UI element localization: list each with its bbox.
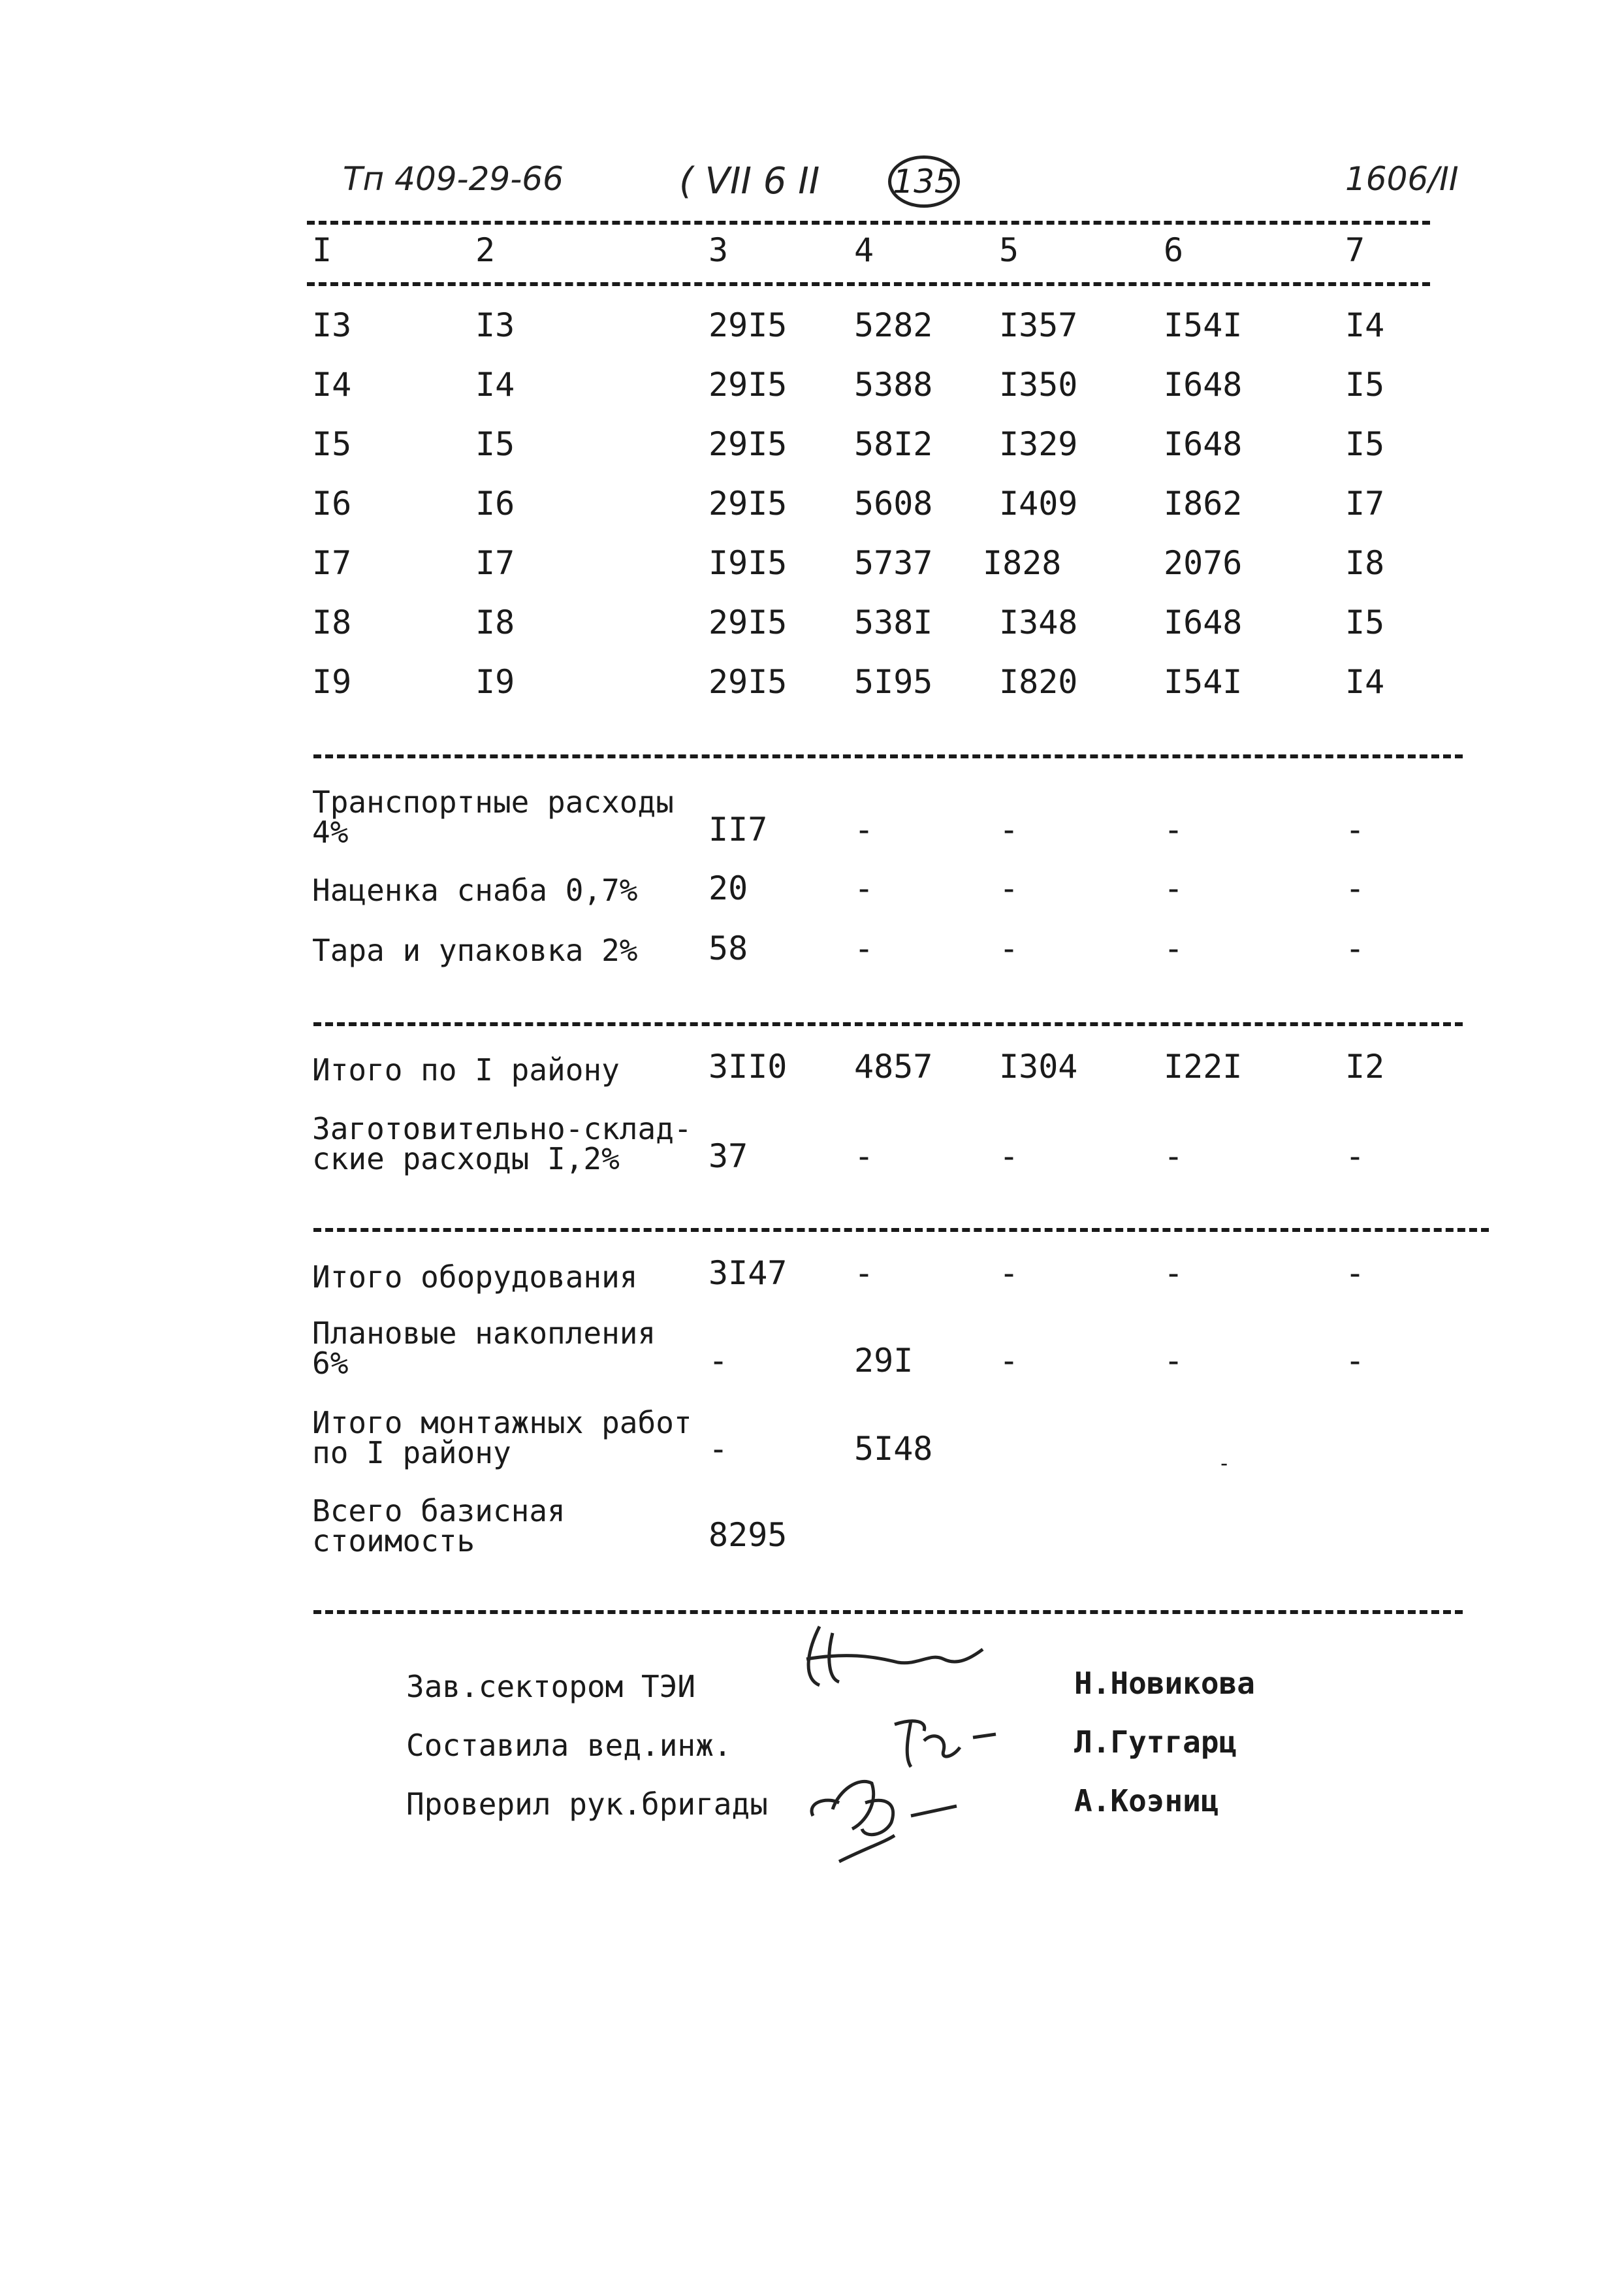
table-cell: I9 [312, 663, 352, 701]
summary-value: - [854, 869, 874, 907]
table-cell: I5 [1345, 425, 1385, 463]
summary-value: - [1345, 1254, 1365, 1292]
handwritten-signature [800, 1764, 970, 1868]
signature-name: А.Коэниц [1074, 1783, 1219, 1818]
table-cell: I7 [475, 544, 515, 582]
summary-value: - [1164, 811, 1184, 848]
summary-value: - [999, 1254, 1019, 1292]
table-cell: I9I5 [709, 544, 788, 582]
summary-value: - [999, 929, 1019, 967]
table-cell: 29I5 [709, 425, 788, 463]
summary-value: - [1345, 929, 1365, 967]
table-cell: I4 [312, 366, 352, 404]
column-header-4: 4 [854, 231, 874, 269]
table-cell: I820 [999, 663, 1078, 701]
summary-value: - [709, 1430, 729, 1468]
table-cell: I5 [312, 425, 352, 463]
table-cell: I7 [1345, 485, 1385, 523]
summary-value: 37 [709, 1137, 748, 1175]
summary-value: - [999, 1342, 1019, 1380]
summary-label: Всего базисная стоимость [312, 1493, 565, 1559]
table-cell: 29I5 [709, 663, 788, 701]
table-cell: I8 [1345, 544, 1385, 582]
table-cell: I350 [999, 366, 1078, 404]
signature-name: Л.Гутгарц [1074, 1724, 1237, 1760]
summary-value: - [1164, 869, 1184, 907]
table-cell: 5737 [854, 544, 933, 582]
signature-name: Н.Новикова [1074, 1666, 1255, 1701]
summary-value: 3I47 [709, 1254, 788, 1292]
summary-value: 5I48 [854, 1430, 933, 1468]
table-cell: 5608 [854, 485, 933, 523]
table-cell: I3 [312, 306, 352, 344]
column-header-3: 3 [709, 231, 729, 269]
signature-role: Составила вед.инж. [406, 1728, 732, 1763]
table-cell: I3 [475, 306, 515, 344]
summary-value: - [1345, 869, 1365, 907]
table-cell: 58I2 [854, 425, 933, 463]
summary-value: II7 [709, 811, 768, 848]
handwritten-signature [888, 1711, 1006, 1770]
summary-value: 20 [709, 869, 748, 907]
table-cell: I8 [475, 604, 515, 641]
table-cell: I648 [1164, 425, 1243, 463]
summary-value: I304 [999, 1048, 1078, 1086]
summary-value: - [1164, 1342, 1184, 1380]
table-cell: 29I5 [709, 604, 788, 641]
table-cell: I648 [1164, 604, 1243, 641]
doc-code: Тп 409-29-66 [343, 160, 564, 198]
separator-rows-end [313, 754, 1463, 758]
summary-value: - [854, 1137, 874, 1175]
column-header-1: I [312, 231, 332, 269]
separator-header [307, 282, 1430, 286]
summary-value: - [854, 811, 874, 848]
table-cell: 29I5 [709, 485, 788, 523]
table-cell: I4 [1345, 663, 1385, 701]
table-cell: I862 [1164, 485, 1243, 523]
page-number-stamp [888, 155, 960, 208]
summary-value: - [999, 811, 1019, 848]
summary-label: Итого по I району [312, 1052, 620, 1088]
summary-label: Итого монтажных работ по I району [312, 1405, 692, 1470]
table-cell: I357 [999, 306, 1078, 344]
table-cell: 5388 [854, 366, 933, 404]
table-cell: I5 [1345, 366, 1385, 404]
summary-value: - [1164, 1254, 1184, 1292]
summary-label: Тара и упаковка 2% [312, 933, 638, 968]
table-cell: I348 [999, 604, 1078, 641]
summary-value: - [1345, 1137, 1365, 1175]
signature-role: Зав.сектором ТЭИ [406, 1669, 696, 1704]
summary-value: I2 [1345, 1048, 1385, 1086]
table-cell: I8 [312, 604, 352, 641]
table-cell: I6 [312, 485, 352, 523]
summary-value: I22I [1164, 1048, 1243, 1086]
table-cell: I329 [999, 425, 1078, 463]
table-cell: 29I5 [709, 306, 788, 344]
table-cell: I5 [475, 425, 515, 463]
table-cell: I54I [1164, 663, 1243, 701]
summary-value: - [854, 929, 874, 967]
summary-value: - [999, 1137, 1019, 1175]
separator-summary-2 [313, 1228, 1489, 1232]
separator-summary-1 [313, 1022, 1463, 1026]
summary-label: Плановые накопления 6% [312, 1316, 656, 1381]
table-cell: I828 [983, 544, 1062, 582]
table-cell: I9 [475, 663, 515, 701]
table-cell: 2076 [1164, 544, 1243, 582]
section-number: ( VII 6 II [679, 160, 820, 202]
summary-label: Транспортные расходы 4% [312, 784, 674, 850]
table-cell: I54I [1164, 306, 1243, 344]
summary-label: Наценка снаба 0,7% [312, 873, 638, 908]
summary-value: 3II0 [709, 1048, 788, 1086]
summary-value: - [1164, 1137, 1184, 1175]
summary-value: - [1345, 1342, 1365, 1380]
summary-value: - [999, 869, 1019, 907]
summary-label: Итого оборудования [312, 1259, 638, 1295]
table-cell: 5I95 [854, 663, 933, 701]
summary-value: - [1345, 811, 1365, 848]
summary-value: - [1218, 1451, 1231, 1476]
page-number: 135 [893, 163, 955, 201]
table-cell: I6 [475, 485, 515, 523]
table-cell: 29I5 [709, 366, 788, 404]
table-cell: I409 [999, 485, 1078, 523]
summary-value: - [1164, 929, 1184, 967]
separator-top [307, 221, 1430, 225]
summary-value: 8295 [709, 1516, 788, 1554]
summary-label: Заготовительно-склад- ские расходы I,2% [312, 1111, 692, 1176]
column-header-2: 2 [475, 231, 496, 269]
table-cell: I648 [1164, 366, 1243, 404]
table-cell: I4 [1345, 306, 1385, 344]
summary-value: - [709, 1342, 729, 1380]
table-cell: 5282 [854, 306, 933, 344]
document-number: 1606/II [1345, 160, 1459, 198]
table-cell: 538I [854, 604, 933, 641]
table-cell: I4 [475, 366, 515, 404]
signature-role: Проверил рук.бригады [406, 1786, 768, 1822]
summary-value: 29I [854, 1342, 914, 1380]
column-header-7: 7 [1345, 231, 1365, 269]
table-cell: I5 [1345, 604, 1385, 641]
handwritten-signature [793, 1613, 989, 1698]
column-header-6: 6 [1164, 231, 1184, 269]
summary-value: 58 [709, 929, 748, 967]
table-cell: I7 [312, 544, 352, 582]
column-header-5: 5 [999, 231, 1019, 269]
summary-value: - [854, 1254, 874, 1292]
summary-value: 4857 [854, 1048, 933, 1086]
